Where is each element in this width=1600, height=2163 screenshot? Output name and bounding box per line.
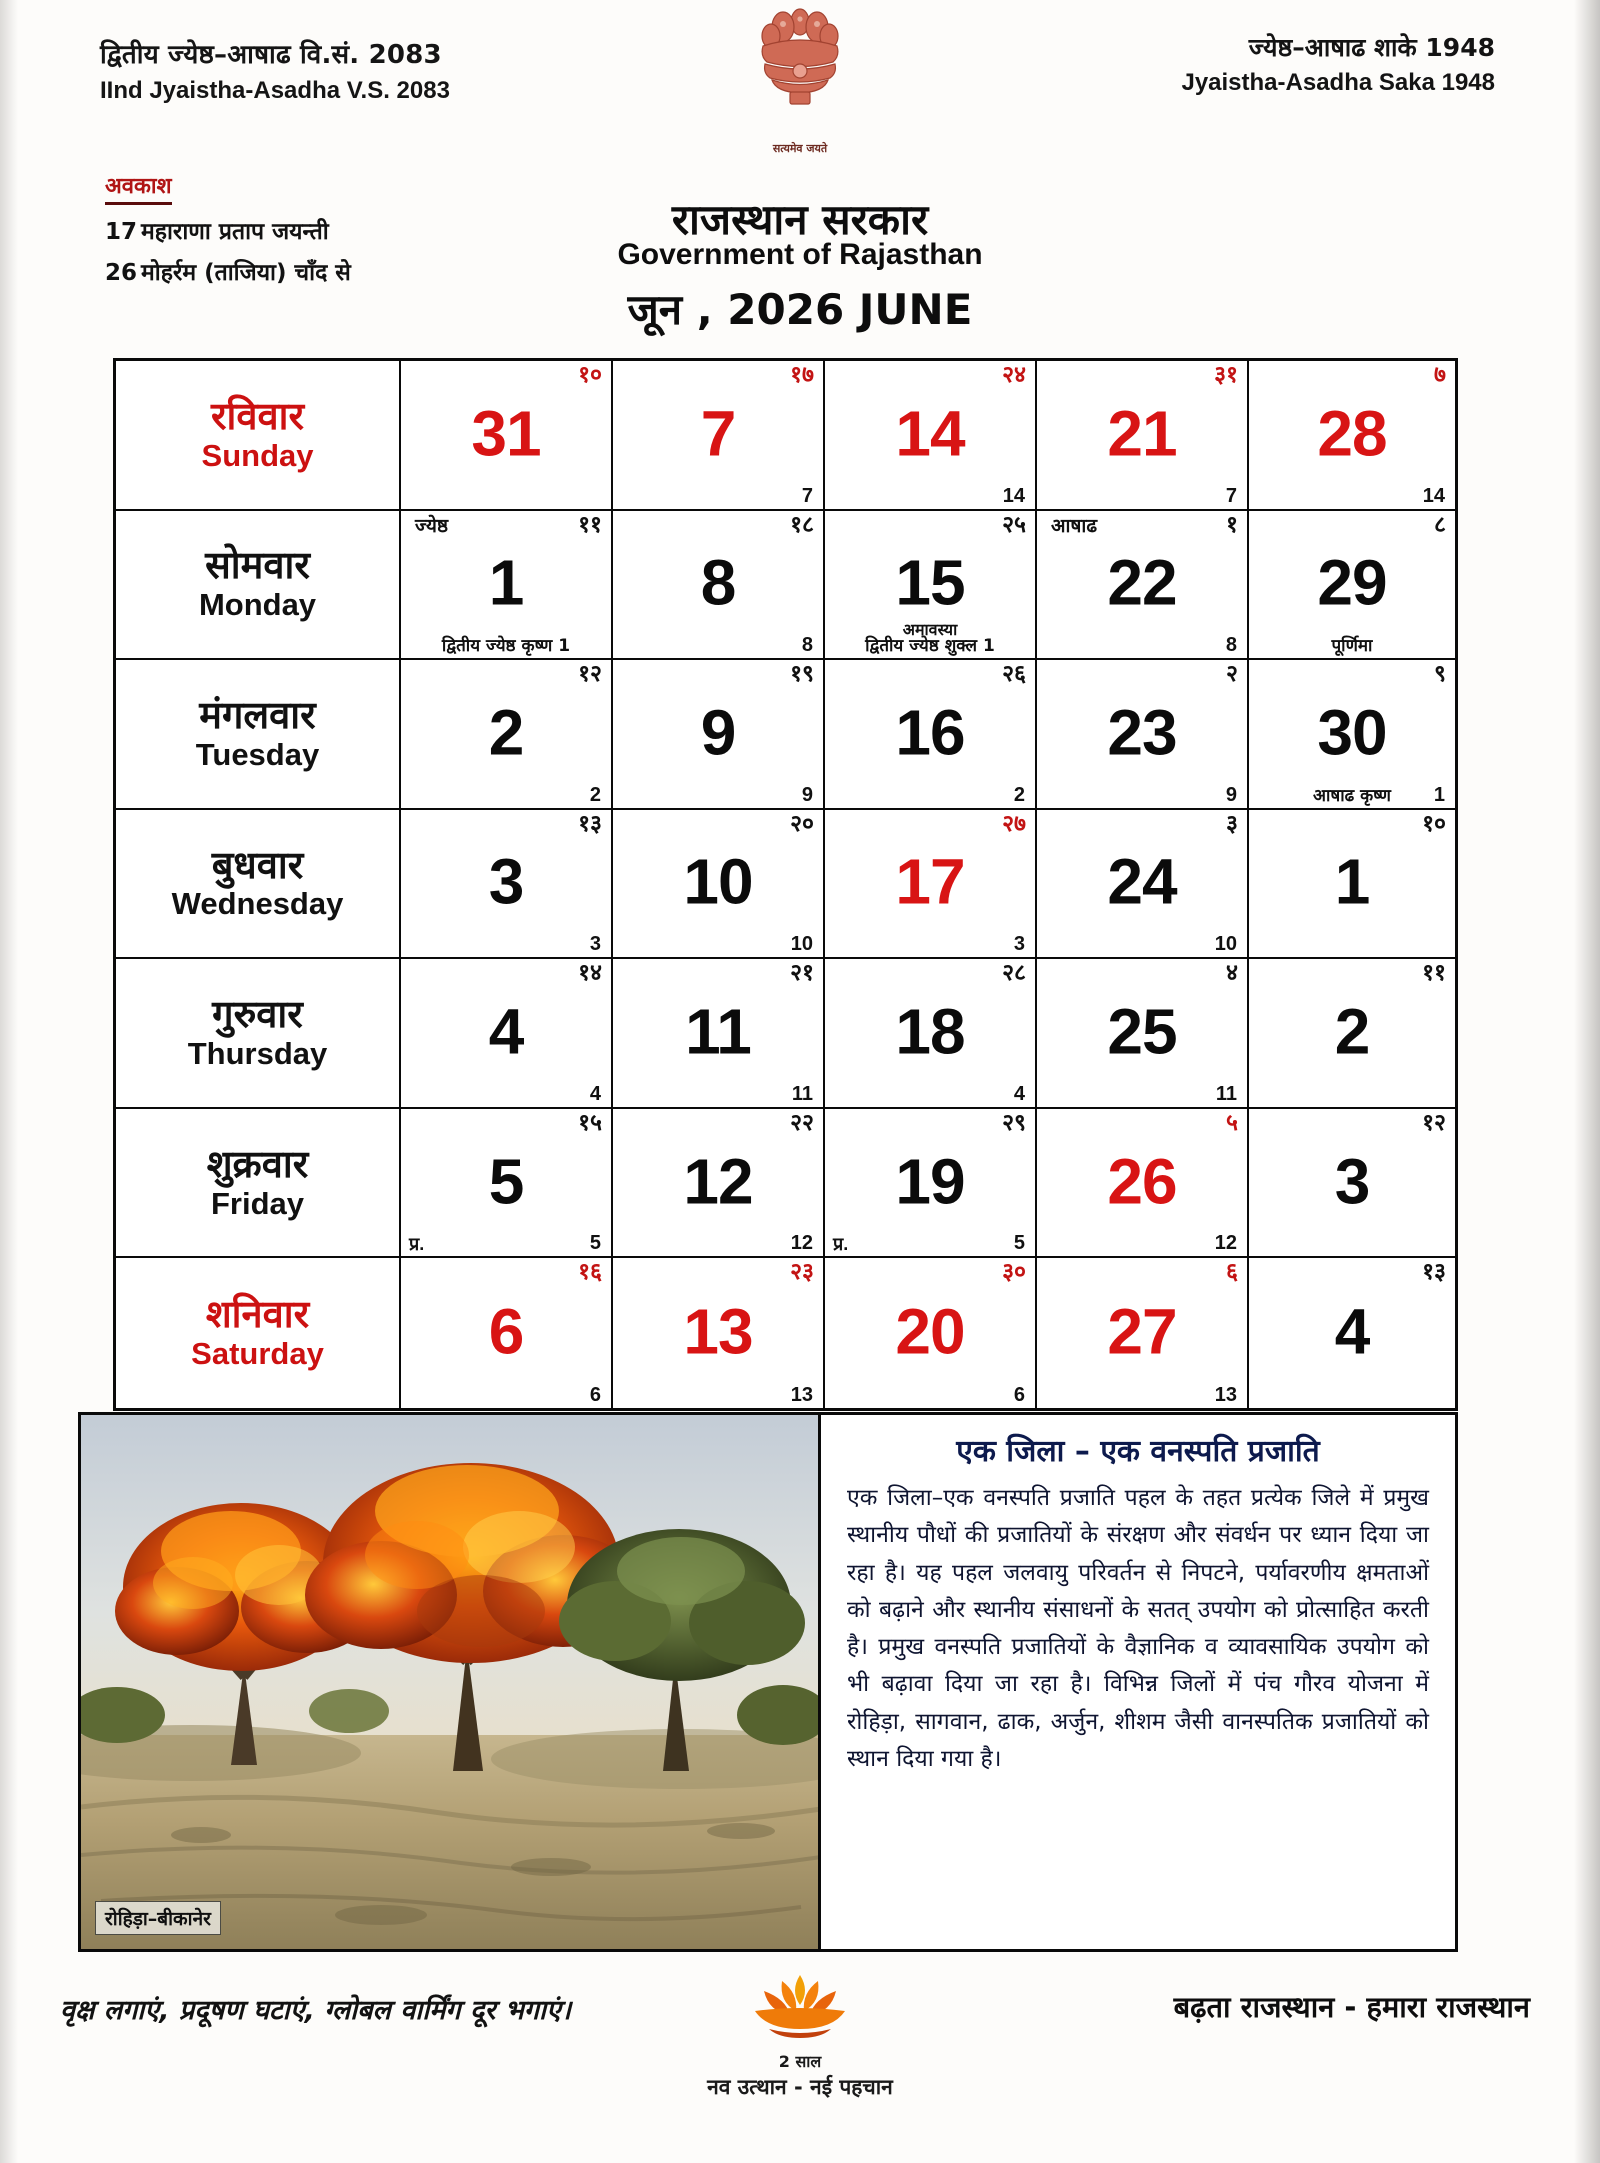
cell-date-number: 3 xyxy=(1334,1145,1370,1218)
date-cell[interactable] xyxy=(1249,959,1455,1109)
cell-tithi-top: १३ xyxy=(578,810,602,837)
weekday-name-hindi: सोमवार xyxy=(205,543,310,588)
cell-tithi-top: २९ xyxy=(1002,1109,1026,1136)
cell-tithi-top: ५ xyxy=(1226,1109,1238,1136)
weekday-header-cell xyxy=(116,810,401,960)
cell-tithi-top: १० xyxy=(578,362,602,388)
cell-tithi-bottom: 3 xyxy=(589,933,601,956)
weekday-name-hindi: शुक्रवार xyxy=(206,1141,309,1186)
cell-mark-left: प्र. xyxy=(833,1234,849,1255)
date-cell[interactable] xyxy=(1037,361,1249,511)
cell-tithi-top: २१ xyxy=(790,960,814,987)
cell-month-label: ज्येष्ठ xyxy=(415,514,449,537)
date-cell[interactable] xyxy=(1249,361,1455,511)
holiday-day: 26 xyxy=(105,260,138,286)
cell-tithi-top: १ xyxy=(1226,511,1238,538)
weekday-name-hindi: गुरुवार xyxy=(212,992,303,1037)
cell-tithi-bottom: 5 xyxy=(589,1232,601,1255)
cell-note: द्वितीय ज्येष्ठ कृष्ण 1 xyxy=(441,636,571,657)
cell-tithi-bottom: 14 xyxy=(1422,484,1445,507)
ashoka-lion-capital-icon xyxy=(741,0,859,140)
lotus-icon xyxy=(725,1965,875,2049)
cell-tithi-top: २८ xyxy=(1002,960,1026,987)
weekday-name-hindi: शनिवार xyxy=(205,1292,310,1337)
holiday-list-title: अवकाश xyxy=(105,170,172,205)
footer-slogan-right: बढ़ता राजस्थान - हमारा राजस्थान xyxy=(1173,1990,1530,2024)
cell-tithi-bottom: 13 xyxy=(1214,1383,1237,1406)
cell-date-number: 2 xyxy=(488,696,524,769)
cell-mark-left: प्र. xyxy=(409,1234,425,1255)
holiday-item xyxy=(105,255,351,287)
cell-date-number: 23 xyxy=(1107,696,1177,769)
cell-tithi-bottom: 6 xyxy=(589,1383,601,1406)
cell-tithi-top: १४ xyxy=(578,960,602,987)
cell-tithi-bottom: 8 xyxy=(801,634,813,657)
holiday-day: 17 xyxy=(105,219,138,245)
nav-utthan-logo xyxy=(640,1965,960,2101)
emblem-motto: सत्यमेव जयते xyxy=(772,142,828,155)
cell-date-number: 11 xyxy=(685,995,751,1068)
date-cell[interactable] xyxy=(825,511,1037,661)
holiday-list xyxy=(105,170,351,287)
cell-tithi-top: १२ xyxy=(578,661,602,688)
date-cell[interactable] xyxy=(1037,660,1249,810)
cell-date-number: 31 xyxy=(471,397,541,470)
date-cell[interactable] xyxy=(1249,810,1455,960)
date-cell[interactable] xyxy=(401,959,613,1109)
date-cell[interactable] xyxy=(1037,959,1249,1109)
rohida-tree-photo xyxy=(81,1415,821,1949)
weekday-name-english: Friday xyxy=(210,1185,305,1221)
date-cell[interactable] xyxy=(825,660,1037,810)
cell-date-number: 24 xyxy=(1107,846,1177,919)
weekday-name-english: Monday xyxy=(198,587,317,623)
cell-tithi-bottom: 7 xyxy=(801,484,813,507)
date-cell[interactable] xyxy=(825,1109,1037,1259)
cell-date-number: 1 xyxy=(488,547,524,620)
cell-date-number: 25 xyxy=(1107,995,1177,1068)
date-cell[interactable] xyxy=(401,361,613,511)
date-cell[interactable] xyxy=(401,511,613,661)
saka-hindi: ज्येष्ठ–आषाढ शाके 1948 xyxy=(1248,33,1495,62)
cell-tithi-bottom: 4 xyxy=(1013,1082,1025,1105)
government-title-english: Government of Rajasthan xyxy=(617,238,983,271)
holiday-name: महाराणा प्रताप जयन्ती xyxy=(141,219,329,245)
cell-tithi-top: ७ xyxy=(1434,362,1446,388)
cell-tithi-top: ११ xyxy=(578,511,602,538)
vikram-samvat-hindi: द्वितीय ज्येष्ठ–आषाढ वि.सं. 2083 xyxy=(100,40,442,70)
date-cell[interactable] xyxy=(1249,660,1455,810)
cell-date-number: 20 xyxy=(895,1295,965,1368)
calendar-footer xyxy=(0,1965,1600,2145)
cell-date-number: 1 xyxy=(1334,846,1370,919)
cell-tithi-top: ६ xyxy=(1226,1259,1238,1286)
cell-tithi-top: ९ xyxy=(1434,661,1446,688)
date-cell[interactable] xyxy=(1037,511,1249,661)
date-cell[interactable] xyxy=(1037,1109,1249,1259)
weekday-header-cell xyxy=(116,959,401,1109)
cell-tithi-top: ११ xyxy=(1422,960,1446,987)
cell-date-number: 26 xyxy=(1107,1145,1177,1218)
cell-tithi-top: ३० xyxy=(1002,1259,1026,1286)
holiday-item xyxy=(105,214,351,246)
cell-date-number: 18 xyxy=(895,995,965,1068)
date-cell[interactable] xyxy=(401,810,613,960)
date-cell[interactable] xyxy=(401,1109,613,1259)
date-cell[interactable] xyxy=(1037,1258,1249,1408)
cell-tithi-bottom: 6 xyxy=(1013,1383,1025,1406)
cell-tithi-bottom: 3 xyxy=(1013,933,1025,956)
article-title: एक जिला – एक वनस्पति प्रजाति xyxy=(956,1434,1320,1469)
cell-tithi-bottom: 8 xyxy=(1225,634,1237,657)
cell-date-number: 3 xyxy=(488,846,524,919)
date-cell[interactable] xyxy=(613,660,825,810)
cell-date-number: 15 xyxy=(895,547,965,620)
weekday-name-hindi: बुधवार xyxy=(211,842,304,887)
calendar-header xyxy=(0,0,1600,334)
date-cell[interactable] xyxy=(1249,1258,1455,1408)
cell-tithi-bottom: 13 xyxy=(790,1383,813,1406)
weekday-header-cell xyxy=(116,660,401,810)
cell-tithi-bottom: 12 xyxy=(790,1232,813,1255)
footer-slogan-left: वृक्ष लगाएं, प्रदूषण घटाएं, ग्लोबल वार्मिंग दूर भगाएं। xyxy=(60,1995,572,2026)
cell-date-number: 4 xyxy=(488,995,524,1068)
cell-tithi-bottom: 5 xyxy=(1013,1232,1025,1255)
cell-date-number: 29 xyxy=(1317,547,1387,620)
cell-tithi-bottom: 14 xyxy=(1002,484,1025,507)
cell-tithi-top: १५ xyxy=(578,1109,602,1136)
cell-tithi-top: २० xyxy=(790,810,814,837)
cell-date-number: 30 xyxy=(1317,696,1387,769)
weekday-name-english: Sunday xyxy=(201,437,314,473)
cell-note: पूर्णिमा xyxy=(1331,636,1373,657)
logo-years: 2 साल xyxy=(778,2052,822,2071)
date-cell[interactable] xyxy=(825,959,1037,1109)
photo-caption: रोहिड़ा–बीकानेर xyxy=(95,1901,221,1935)
cell-tithi-top: ८ xyxy=(1434,511,1446,538)
date-cell[interactable] xyxy=(613,1109,825,1259)
cell-tithi-top: १७ xyxy=(790,362,814,388)
cell-tithi-top: २६ xyxy=(1002,661,1026,688)
cell-date-number: 27 xyxy=(1107,1295,1177,1368)
national-emblem xyxy=(740,0,860,156)
cell-date-number: 21 xyxy=(1107,397,1177,470)
cell-tithi-bottom: 11 xyxy=(791,1082,813,1105)
cell-tithi-top: १९ xyxy=(790,661,814,688)
cell-date-number: 12 xyxy=(683,1145,753,1218)
weekday-name-english: Saturday xyxy=(191,1336,324,1372)
cell-tithi-bottom: 4 xyxy=(589,1082,601,1105)
cell-date-number: 14 xyxy=(895,397,965,470)
article-panel xyxy=(821,1415,1455,1949)
weekday-header-cell xyxy=(116,1258,401,1408)
cell-tithi-top: ४ xyxy=(1226,960,1238,987)
cell-note: आषाढ कृष्ण xyxy=(1313,786,1391,807)
cell-tithi-top: २३ xyxy=(790,1259,814,1286)
cell-tithi-bottom: 2 xyxy=(1013,783,1025,806)
saka-english: Jyaistha-Asadha Saka 1948 xyxy=(1181,69,1495,96)
cell-tithi-bottom: 9 xyxy=(801,783,813,806)
weekday-header-cell xyxy=(116,511,401,661)
date-cell[interactable] xyxy=(1249,511,1455,661)
cell-date-number: 19 xyxy=(895,1145,965,1218)
cell-tithi-top: १६ xyxy=(578,1259,602,1286)
calendar-grid xyxy=(113,358,1458,1411)
cell-note-secondary: अमावस्या xyxy=(902,619,958,639)
cell-tithi-bottom: 9 xyxy=(1225,783,1237,806)
cell-tithi-top: २२ xyxy=(790,1109,814,1136)
month-title: जून , 2026 JUNE xyxy=(627,285,973,334)
logo-tagline: नव उत्थान - नई पहचान xyxy=(707,2075,893,2099)
government-title-hindi: राजस्थान सरकार xyxy=(671,195,929,244)
cell-tithi-bottom: 10 xyxy=(790,933,813,956)
date-cell[interactable] xyxy=(825,1258,1037,1408)
weekday-name-hindi: मंगलवार xyxy=(199,692,316,737)
date-cell[interactable] xyxy=(825,810,1037,960)
date-cell[interactable] xyxy=(401,660,613,810)
cell-date-number: 22 xyxy=(1107,547,1177,620)
cell-tithi-top: १८ xyxy=(790,511,814,538)
weekday-name-english: Tuesday xyxy=(195,736,320,772)
cell-date-number: 17 xyxy=(895,846,965,919)
article-body: एक जिला–एक वनस्पति प्रजाति पहल के तहत प्रत्येक जिले में प्रमुख स्थानीय पौधों की प्रजातियों के संरक्षण और संवर्धन पर ध्यान दिया जा रहा है। यह पहल जलवायु परिवर्तन से निपटने, पर्यावरणीय क्षमताओं को बढ़ाने और स्थानीय संसाधनों के सतत् उपयोग को प्रोत्साहित करती है। प्रमुख वनस्पति प्रजातियों के वैज्ञानिक व व्यावसायिक उपयोग को भी बढ़ावा दिया जा रहा है। विभिन्न जिलों में पंच गौरव योजना में रोहिड़ा, सागवान, ढाक, अर्जुन, शीशम जैसी वानस्पतिक प्रजातियों को स्थान दिया गया है। xyxy=(847,1485,1429,1772)
date-cell[interactable] xyxy=(825,361,1037,511)
cell-date-number: 16 xyxy=(895,696,965,769)
date-cell[interactable] xyxy=(613,810,825,960)
cell-tithi-top: ३ xyxy=(1226,810,1238,837)
cell-tithi-top: ३१ xyxy=(1214,362,1238,388)
cell-tithi-bottom: 10 xyxy=(1214,933,1237,956)
weekday-header-cell xyxy=(116,361,401,511)
cell-month-label: आषाढ xyxy=(1051,514,1098,537)
weekday-name-english: Wednesday xyxy=(171,886,344,922)
cell-tithi-top: २ xyxy=(1226,661,1238,688)
date-cell[interactable] xyxy=(613,511,825,661)
date-cell[interactable] xyxy=(613,361,825,511)
cell-date-number: 6 xyxy=(488,1295,524,1368)
holiday-name: मोहर्रम (ताजिया) चाँद से xyxy=(141,260,351,286)
cell-note: द्वितीय ज्येष्ठ शुक्ल 1 xyxy=(865,636,995,657)
cell-date-number: 10 xyxy=(683,846,753,919)
weekday-name-english: Thursday xyxy=(187,1035,328,1071)
weekday-header-cell xyxy=(116,1109,401,1259)
bottom-panel xyxy=(78,1412,1458,1952)
cell-tithi-top: १३ xyxy=(1422,1259,1446,1286)
vikram-samvat-english: IInd Jyaistha-Asadha V.S. 2083 xyxy=(100,77,450,105)
cell-tithi-top: २७ xyxy=(1002,810,1026,837)
date-cell[interactable] xyxy=(401,1258,613,1408)
vikram-samvat-block xyxy=(100,38,450,107)
cell-tithi-top: २५ xyxy=(1002,511,1026,538)
photo-artwork xyxy=(81,1415,821,1949)
cell-date-number: 28 xyxy=(1317,397,1387,470)
saka-era-block xyxy=(1181,30,1495,100)
cell-tithi-bottom: 12 xyxy=(1214,1232,1237,1255)
weekday-name-hindi: रविवार xyxy=(210,393,305,438)
cell-date-number: 2 xyxy=(1334,995,1370,1068)
cell-date-number: 4 xyxy=(1334,1295,1370,1368)
cell-tithi-bottom: 1 xyxy=(1433,783,1445,806)
cell-tithi-bottom: 2 xyxy=(589,783,601,806)
date-cell[interactable] xyxy=(1249,1109,1455,1259)
cell-tithi-bottom: 7 xyxy=(1225,484,1237,507)
date-cell[interactable] xyxy=(613,1258,825,1408)
cell-tithi-bottom: 11 xyxy=(1215,1082,1237,1105)
cell-date-number: 8 xyxy=(700,547,736,620)
date-cell[interactable] xyxy=(1037,810,1249,960)
cell-date-number: 5 xyxy=(488,1145,524,1218)
cell-date-number: 13 xyxy=(683,1295,753,1368)
cell-tithi-top: १० xyxy=(1422,810,1446,837)
cell-tithi-top: १२ xyxy=(1422,1109,1446,1136)
cell-date-number: 7 xyxy=(700,397,736,470)
date-cell[interactable] xyxy=(613,959,825,1109)
cell-date-number: 9 xyxy=(700,696,736,769)
cell-tithi-top: २४ xyxy=(1002,362,1026,388)
